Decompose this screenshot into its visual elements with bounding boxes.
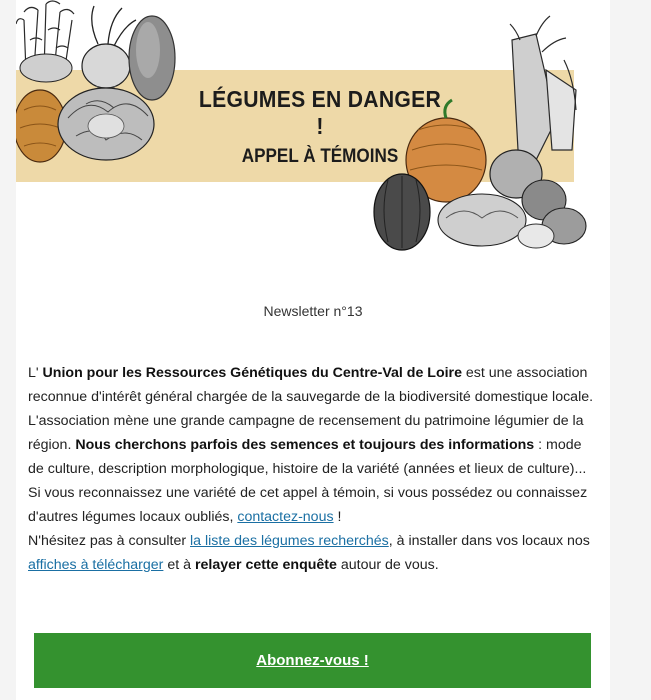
- intro-text: [28, 361, 594, 577]
- paragraph-resources: [28, 529, 594, 577]
- turnip-drawing: [82, 44, 130, 88]
- paragraph-contact: [28, 481, 594, 529]
- newsletter-number: Newsletter n°13: [263, 303, 363, 319]
- leek-drawing: [510, 16, 576, 160]
- paragraph-campaign: [28, 409, 594, 481]
- text-fragment: L': [28, 365, 43, 381]
- text-fragment: N'hésitez pas à consulter: [28, 533, 191, 549]
- association-name: Union pour les Ressources Génétiques du Centre-Val de Loire: [42, 365, 462, 381]
- text-fragment: et à: [163, 557, 195, 573]
- text-fragment: , à installer dans vos locaux nos: [388, 533, 590, 549]
- banner-title: LÉGUMES EN DANGER !: [198, 86, 442, 139]
- banner-subtitle: APPEL À TÉMOINS: [241, 146, 399, 167]
- text-fragment: : mode de culture, description morphologique, histoire de la variété (années et lieux de culture)...: [28, 437, 587, 477]
- subscribe-link[interactable]: Abonnez-vous !: [256, 652, 369, 669]
- contact-link[interactable]: contactez-nous: [237, 509, 334, 525]
- text-fragment: autour de vous.: [336, 557, 439, 573]
- text-fragment: Si vous reconnaissez une variété de cet appel à témoin, si vous possédez ou connaissez d'autres légumes locaux oubliés,: [28, 485, 588, 525]
- text-fragment: est une association reconnue d'intérêt général chargée de la sauvegarde de la biodiversité domestique locale.: [28, 365, 594, 405]
- text-fragment: L'association mène une grande campagne de recensement du patrimoine légumier de la région.: [28, 413, 584, 453]
- right-cabbage-drawing: [438, 194, 526, 246]
- paragraph-association: [28, 361, 594, 409]
- campaign-highlight: Nous cherchons parfois des semences et toujours des informations: [75, 437, 535, 453]
- text-fragment: !: [333, 509, 342, 525]
- subscribe-button[interactable]: [34, 633, 591, 688]
- posters-download-link[interactable]: affiches à télécharger: [28, 557, 164, 573]
- vegetable-list-link[interactable]: la liste des légumes recherchés: [190, 533, 389, 549]
- header-banner: [16, 0, 590, 262]
- relay-highlight: relayer cette enquête: [194, 557, 337, 573]
